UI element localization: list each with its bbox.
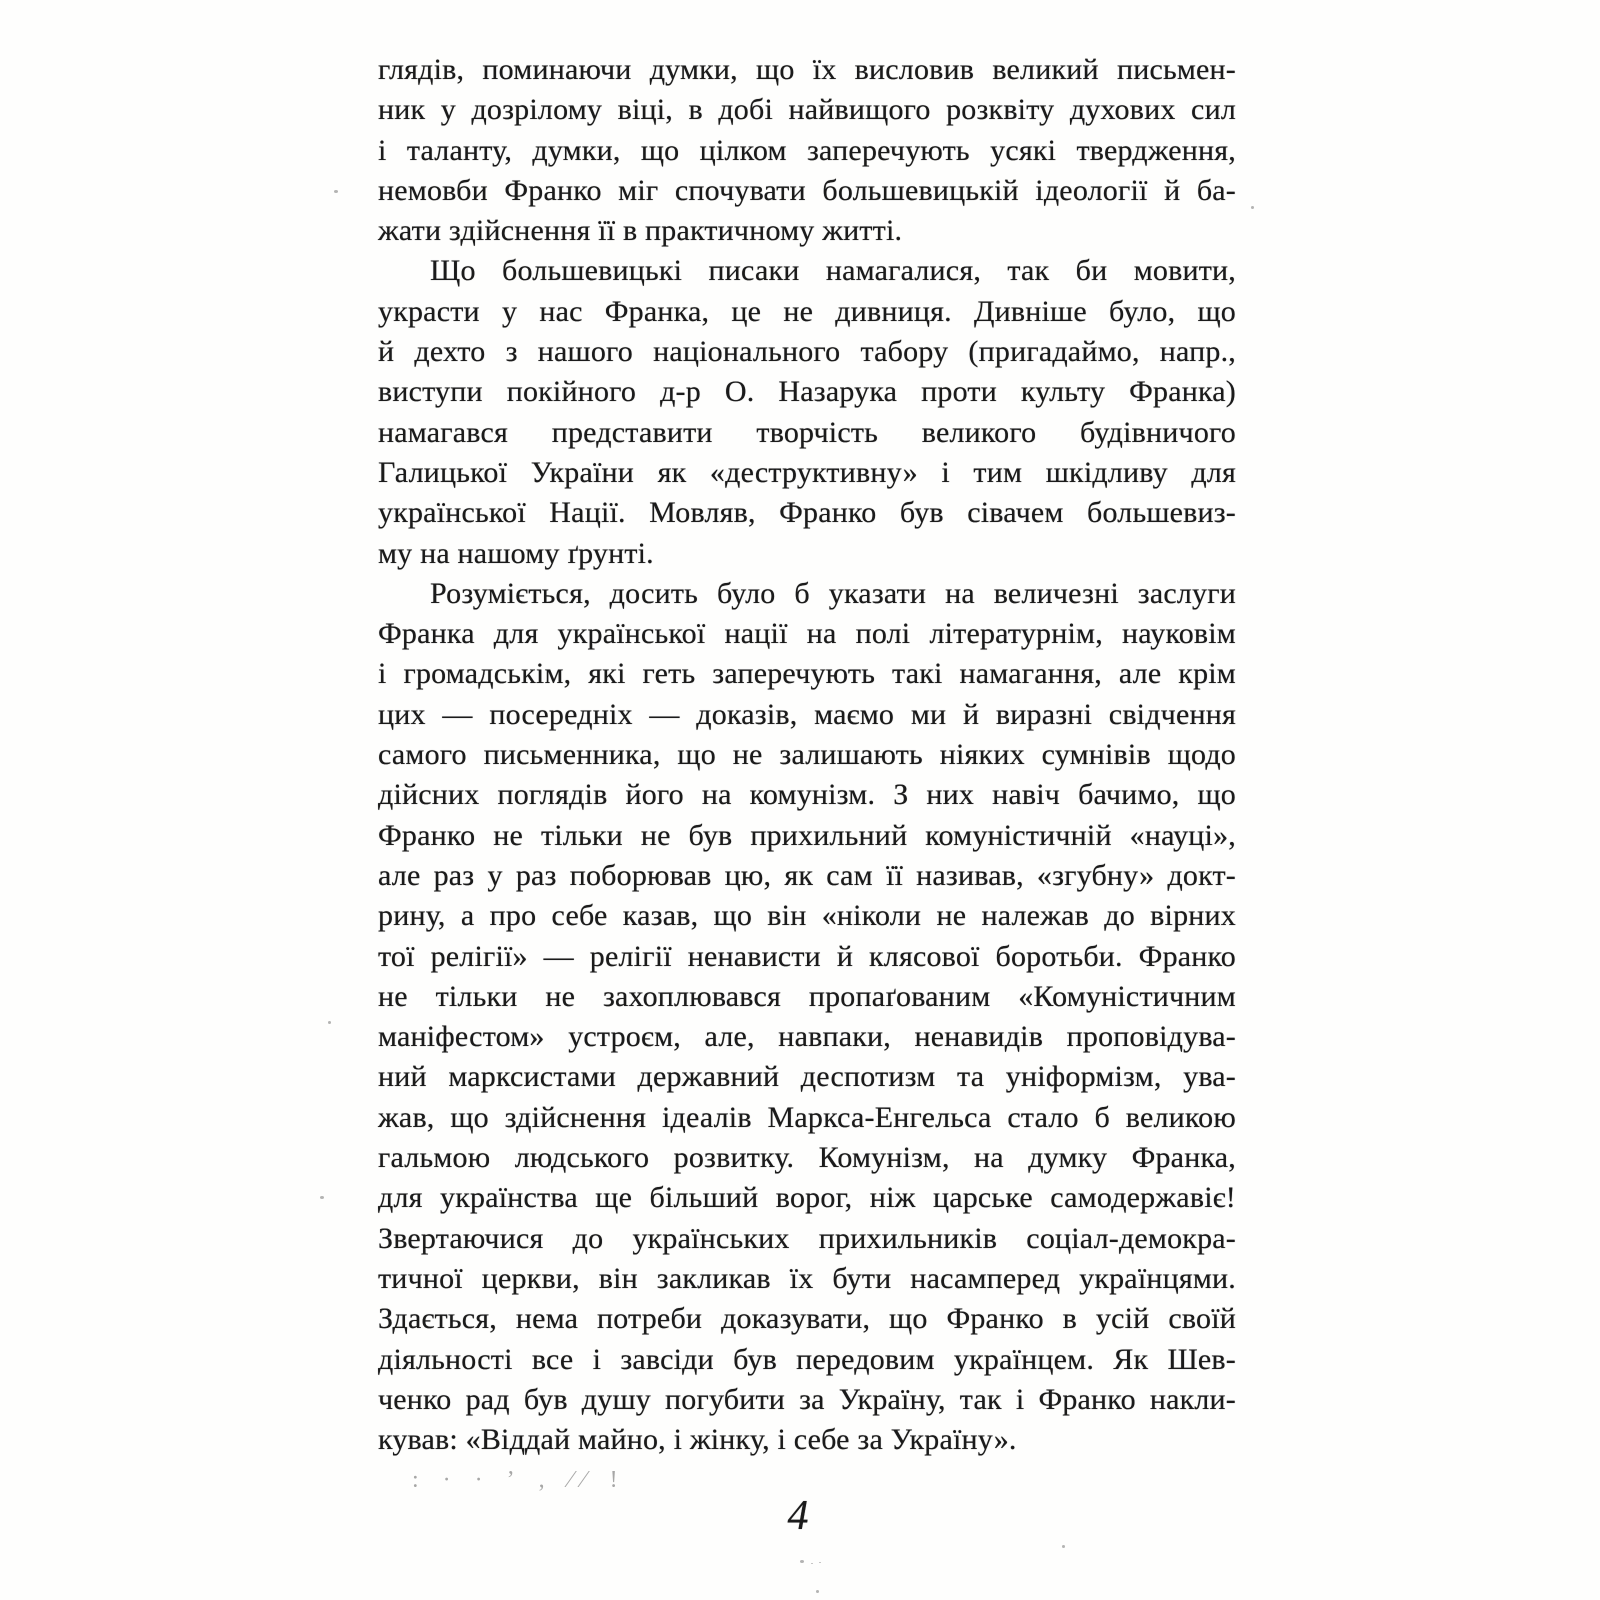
text-line: ний марксистами державний деспотизм та уніформізм, ува-: [378, 1060, 1236, 1094]
page-number: 4: [787, 1493, 809, 1539]
text-line: Розуміється, досить було б указати на величезні заслуги: [430, 576, 1236, 610]
text-line: намагався представити творчість великого будівничого: [378, 415, 1236, 449]
scan-speck: [800, 1560, 804, 1563]
text-line: але раз у раз поборював цю, як сам її називав, «згубну» докт-: [378, 858, 1236, 892]
text-line: Що большевицькі писаки намагалися, так би мовити,: [430, 254, 1236, 288]
scan-speck: [328, 1021, 331, 1024]
text-line: маніфестом» устроєм, але, навпаки, ненавидів проповідува-: [378, 1020, 1236, 1054]
text-line: украсти у нас Франка, це не дивниця. Дивніше було, що: [378, 294, 1236, 328]
text-line: не тільки не захоплювався пропаґованим «Комуністичним: [378, 979, 1236, 1013]
text-line: самого письменника, що не залишають ніяких сумнівів щодо: [378, 738, 1236, 772]
text-line: гальмою людського розвитку. Комунізм, на думку Франка,: [378, 1141, 1236, 1175]
text-line: діяльності все і завсіди був передовим українцем. Як Шев-: [378, 1342, 1236, 1376]
text-line: і громадськім, які геть заперечують такі намагання, але крім: [378, 657, 1236, 691]
text-line: тичної церкви, він закликав їх бути насамперед українцями.: [378, 1261, 1236, 1295]
text-line: жати здійснення її в практичному житті.: [378, 214, 903, 248]
text-line: кував: «Віддай майно, і жінку, і себе за Україну».: · · ʼ , ⁄⁄ !: [378, 1420, 1236, 1460]
text-line: дійсних поглядів його на комунізм. З них навіч бачимо, що: [378, 778, 1236, 812]
page-text: [378, 50, 1236, 1494]
text-line: му на нашому ґрунті.: [378, 536, 654, 570]
text-line: Здається, нема потреби доказувати, що Франко в усій своїй: [378, 1302, 1236, 1336]
text-line: немовби Франко міг спочувати большевицькій ідеології й ба-: [378, 173, 1236, 207]
text-line: цих — посередніх — доказів, маємо ми й виразні свідчення: [378, 697, 1236, 731]
text-line: тої релігії» — релігії ненависти й клясової боротьби. Франко: [378, 939, 1236, 973]
scan-speck: [816, 1590, 819, 1593]
text-line: жав, що здійснення ідеалів Маркса-Енгельса стало б великою: [378, 1100, 1236, 1134]
text-line: Галицької України як «деструктивну» і тим шкідливу для: [378, 455, 1236, 489]
scan-speck: [1062, 1545, 1065, 1548]
text-line: Франка для української нації на полі літературнім, науковім: [378, 617, 1236, 651]
text-line: Звертаючися до українських прихильників соціал-демокра-: [378, 1221, 1236, 1255]
scan-speck: [334, 190, 338, 193]
scan-smudge: : · · ʼ , ⁄⁄ !: [412, 1467, 627, 1494]
text-line: глядів, поминаючи думки, що їх висловив великий письмен-: [378, 53, 1236, 86]
text-line: й дехто з нашого національного табору (пригадаймо, напр.,: [378, 335, 1236, 369]
text-line: і таланту, думки, що цілком заперечують усякі твердження,: [378, 133, 1236, 167]
text-line: української Нації. Мовляв, Франко був сівачем большевиз-: [378, 496, 1236, 530]
text-line: рину, а про себе казав, що він «ніколи не належав до вірних: [378, 899, 1236, 933]
text-line: Франко не тільки не був прихильний комуністичній «науці»,: [378, 818, 1236, 852]
text-line: для українства ще більший ворог, ніж царське самодержавіє!: [378, 1181, 1236, 1215]
scan-speck: [1251, 206, 1254, 209]
text-line: виступи покійного д-р О. Назарука проти культу Франка): [378, 375, 1236, 409]
text-line: ник у дозрілому віці, в добі найвищого розквіту духових сил: [378, 93, 1236, 127]
text-line: ченко рад був душу погубити за Україну, так і Франко накли-: [378, 1382, 1236, 1416]
scan-speck: [320, 1196, 324, 1199]
